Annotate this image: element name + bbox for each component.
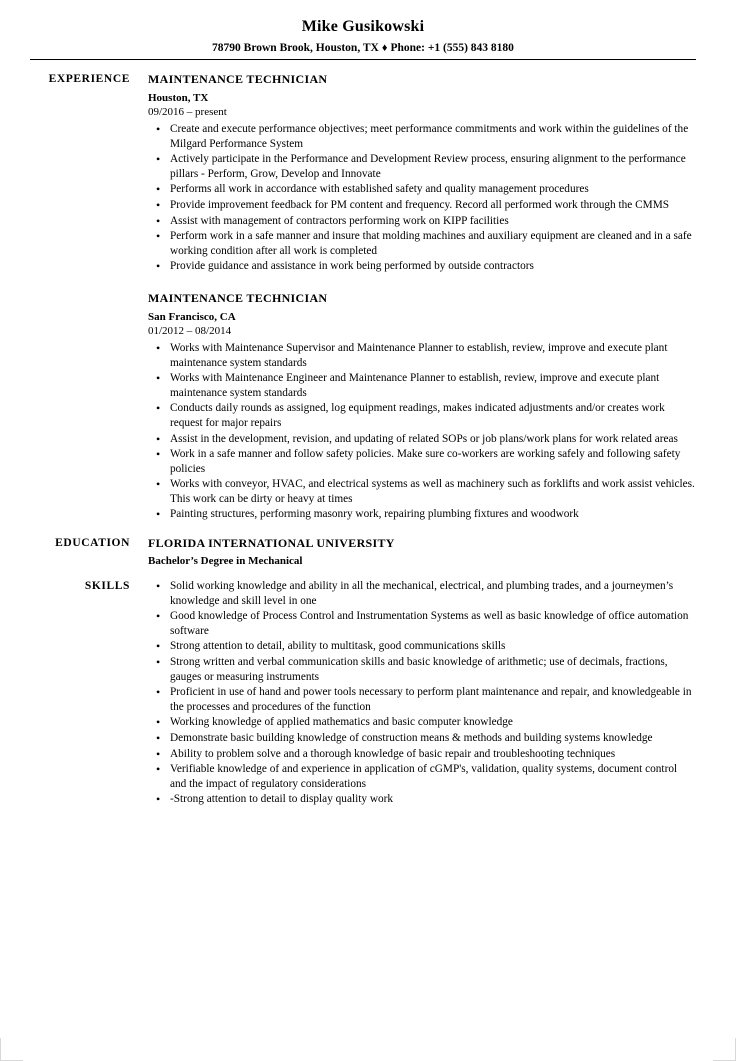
experience-entry [148, 291, 696, 522]
job-bullet-list [148, 341, 696, 522]
section-label-education: EDUCATION [55, 537, 130, 550]
list-item: • Perform work in a safe manner and insure that molding machines and auxiliary equipment are cleaned and in a safe working condition after all work is completed [148, 229, 696, 258]
job-bullet-list [148, 122, 696, 274]
page-corner-left [0, 1038, 23, 1061]
header-divider [30, 59, 696, 60]
page-corner-right [713, 1038, 736, 1061]
section-label-experience: EXPERIENCE [48, 73, 130, 85]
section-label-skills: SKILLS [84, 580, 130, 593]
job-title: MAINTENANCE TECHNICIAN [148, 290, 328, 305]
list-item: • Assist with management of contractors performing work on KIPP facilities [148, 214, 696, 229]
section-experience [30, 72, 696, 524]
resume-header [30, 18, 696, 60]
list-item: • Painting structures, performing masonry work, repairing plumbing fixtures and woodwork [148, 507, 696, 522]
job-dates: 09/2016 – present [148, 106, 227, 118]
list-item: • Conducts daily rounds as assigned, log equipment readings, makes indicated adjustments and/or creates work request for major repairs [148, 401, 696, 430]
job-location: Houston, TX [148, 92, 209, 104]
list-item: • Create and execute performance objectives; meet performance commitments and work within the guidelines of the Milgard Performance System [148, 122, 696, 151]
education-degree: Bachelor’s Degree in Mechanical [148, 555, 303, 568]
list-item: • Proficient in use of hand and power tools necessary to perform plant maintenance and repair, and knowledgeable in the processes and procedures of the function [148, 685, 696, 714]
list-item: • Good knowledge of Process Control and Instrumentation Systems as well as basic knowledge of office automation software [148, 609, 696, 638]
contact-phone: Phone: +1 (555) 843 8180 [390, 42, 514, 54]
page-title: Mike Gusikowski [301, 18, 425, 35]
list-item: • -Strong attention to detail to display quality work [148, 792, 696, 807]
list-item: • Verifiable knowledge of and experience in application of cGMP's, validation, quality systems, document control and the impact of regulatory considerations [148, 762, 696, 791]
job-location: San Francisco, CA [148, 310, 236, 323]
list-item: • Performs all work in accordance with established safety and quality management procedures [148, 182, 696, 197]
list-item: • Working knowledge of applied mathematics and basic computer knowledge [148, 715, 696, 730]
job-title: MAINTENANCE TECHNICIAN [148, 72, 328, 86]
education-school: FLORIDA INTERNATIONAL UNIVERSITY [148, 536, 395, 551]
list-item: • Demonstrate basic building knowledge of construction means & methods and building systems knowledge [148, 731, 696, 746]
job-dates: 01/2012 – 08/2014 [148, 324, 232, 337]
list-item: • Ability to problem solve and a thorough knowledge of basic repair and troubleshooting techniques [148, 747, 696, 762]
education-body [148, 536, 696, 567]
section-education [30, 536, 696, 567]
experience-entry [148, 72, 696, 274]
list-item: • Assist in the development, revision, and updating of related SOPs or job plans/work plans for work related areas [148, 432, 696, 447]
list-item: • Works with Maintenance Supervisor and Maintenance Planner to establish, review, improve and execute plant maintenance system standards [148, 341, 696, 370]
skills-bullet-list [148, 579, 696, 807]
list-item: • Strong written and verbal communication skills and basic knowledge of arithmetic; use of decimals, fractions, gauges or measuring instruments [148, 655, 696, 684]
skills-body [148, 579, 696, 808]
contact-line [30, 42, 696, 54]
experience-body [148, 72, 696, 524]
list-item: • Work in a safe manner and follow safety policies. Make sure co-workers are working safely and following safety policies [148, 447, 696, 476]
list-item: • Solid working knowledge and ability in all the mechanical, electrical, and plumbing trades, and a journeymen’s knowledge and skill level in one [148, 579, 696, 608]
list-item: • Works with conveyor, HVAC, and electrical systems as well as machinery such as forklifts and work assist vehicles. This work can be dirty or heavy at times [148, 477, 696, 506]
list-item: • Strong attention to detail, ability to multitask, good communications skills [148, 639, 696, 654]
contact-address: 78790 Brown Brook, Houston, TX [212, 42, 379, 54]
list-item: • Provide improvement feedback for PM content and frequency. Record all performed work through the CMMS [148, 198, 696, 213]
section-skills [30, 579, 696, 808]
diamond-icon: ♦ [381, 42, 388, 54]
list-item: • Works with Maintenance Engineer and Maintenance Planner to establish, review, improve and execute plant maintenance system standards [148, 371, 696, 400]
list-item: • Actively participate in the Performance and Development Review process, ensuring alignment to the performance pillars - Perform, Grow, Develop and Innovate [148, 152, 696, 181]
list-item: • Provide guidance and assistance in work being performed by outside contractors [148, 259, 696, 274]
